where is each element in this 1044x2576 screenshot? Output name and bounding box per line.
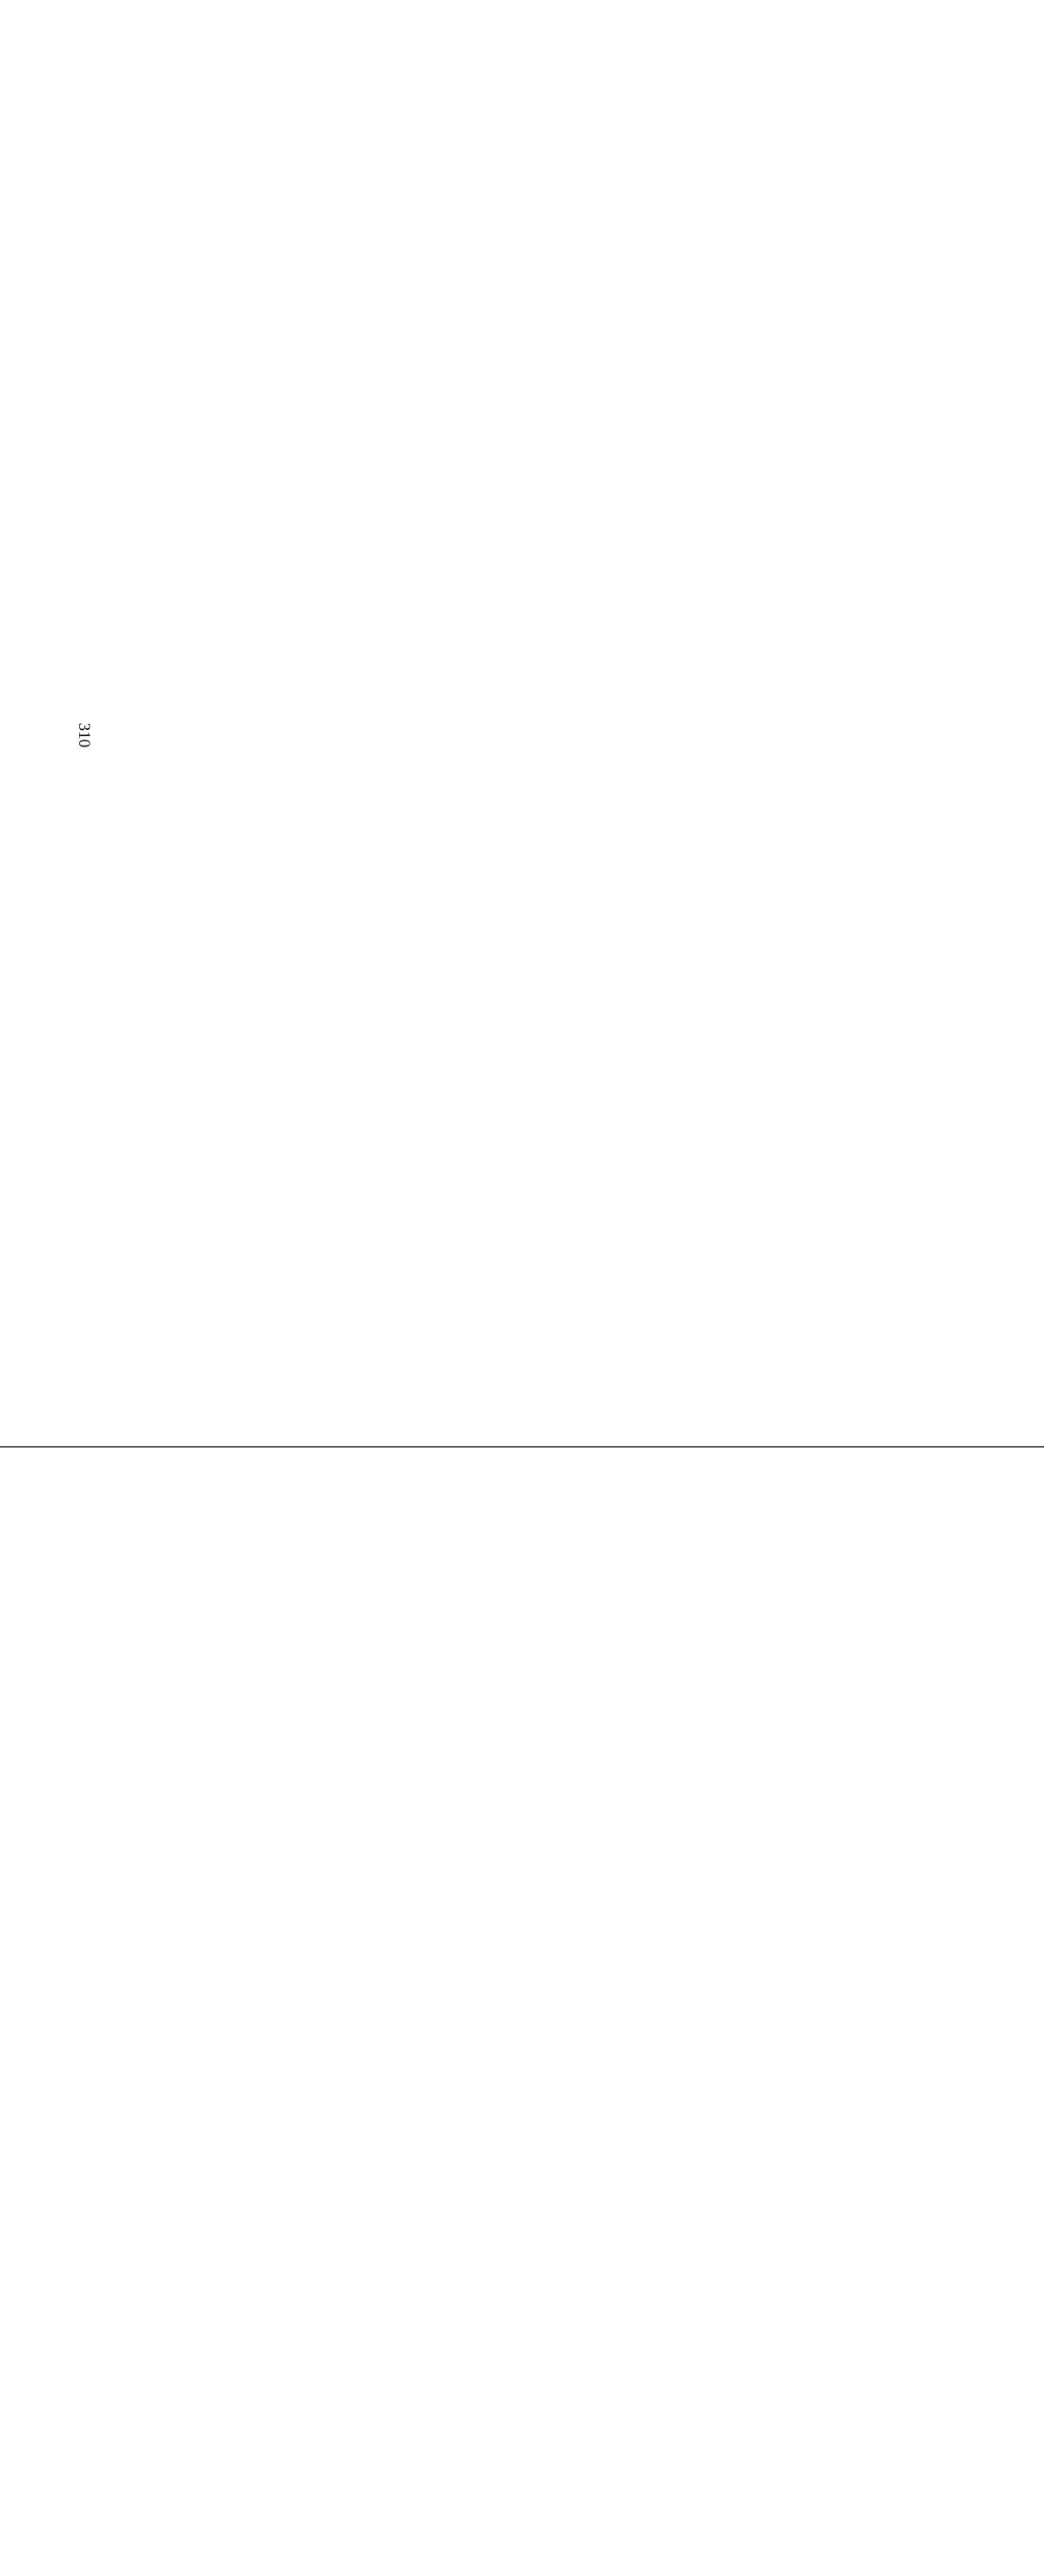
scan-edge-line <box>0 1446 1044 1448</box>
page-number: 310 <box>75 722 93 748</box>
